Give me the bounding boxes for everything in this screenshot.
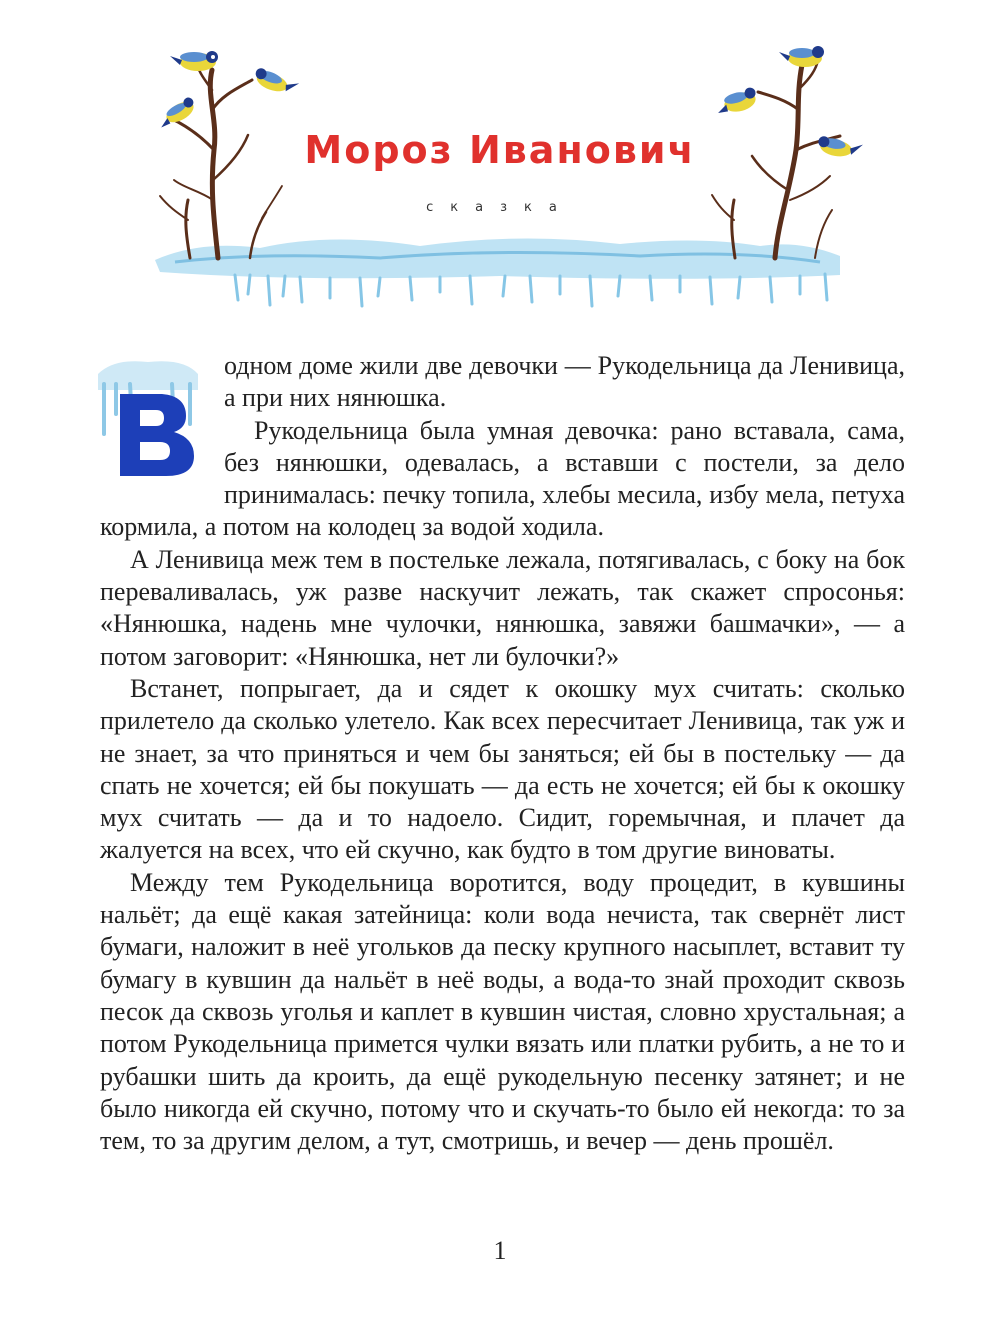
story-text (100, 350, 905, 1157)
paragraph-text: одном доме жили две девочки — Рукодельница да Ленивица, а при них нянюшка. (224, 351, 905, 413)
icicles-left (235, 274, 827, 306)
story-title: Мороз Иванович (304, 128, 696, 172)
tree-left (160, 60, 282, 258)
dropcap-icicle-v-icon (94, 354, 202, 480)
header-illustration (0, 0, 1000, 330)
snow-band (155, 238, 840, 278)
page-number: 1 (493, 1236, 507, 1265)
paragraph: Встанет, попрыгает, да и сядет к окошку мух считать: сколько прилетело да сколько улетело. Как всех пересчитает Ленивица, так уж и не знает, за что приняться и чем бы заняться; ей бы в постельку — да спать не хочется; ей бы покушать — да есть не хочется; ей бы к окошку мух считать — да и то надоело. Сидит, горемычная, и плачет да жалуется на всех, что ей скучно, как будто в том другие виноваты. (100, 673, 905, 865)
paragraph (100, 350, 905, 415)
story-subtitle: сказка (426, 200, 574, 215)
dropcap-letter (94, 354, 202, 480)
tree-right (712, 60, 840, 258)
paragraph: Между тем Рукодельница воротится, воду процедит, в кувшины нальёт; да ещё какая затейница: коли вода нечиста, так свернёт лист бумаги, наложит в неё угольков да песку крупного насыплет, вставит ту бумагу в кувшин да нальёт в неё воды, а вода-то знай проходит сквозь песок да сквозь уголья и каплет в кувшин чистая, словно хрустальная; а потом Рукодельница примется чулки вязать или платки рубить, а не то и рубашки шить да кроить, да ещё рукодельную песенку затянет; и не было никогда ей скучно, потому что и скучать-то было ей некогда: то за тем, то за другим делом, а тут, смотришь, и вечер — день прошёл. (100, 867, 905, 1156)
paragraph: А Ленивица меж тем в постельке лежала, потягивалась, с боку на бок переваливалась, уж разве наскучит лежать, так скажет спросонья: «Нянюшка, надень мне чулочки, нянюшка, завяжи башмачки», — а потом заговорит: «Нянюшка, нет ли булочки?» (100, 544, 905, 671)
paragraph: Рукодельница была умная девочка: рано вставала, сама, без нянюшки, одевалась, а вставши с постели, за дело принималась: печку топила, хлебы месила, избу мела, петуха кормила, а потом на колодец за водой ходила. (100, 415, 905, 542)
